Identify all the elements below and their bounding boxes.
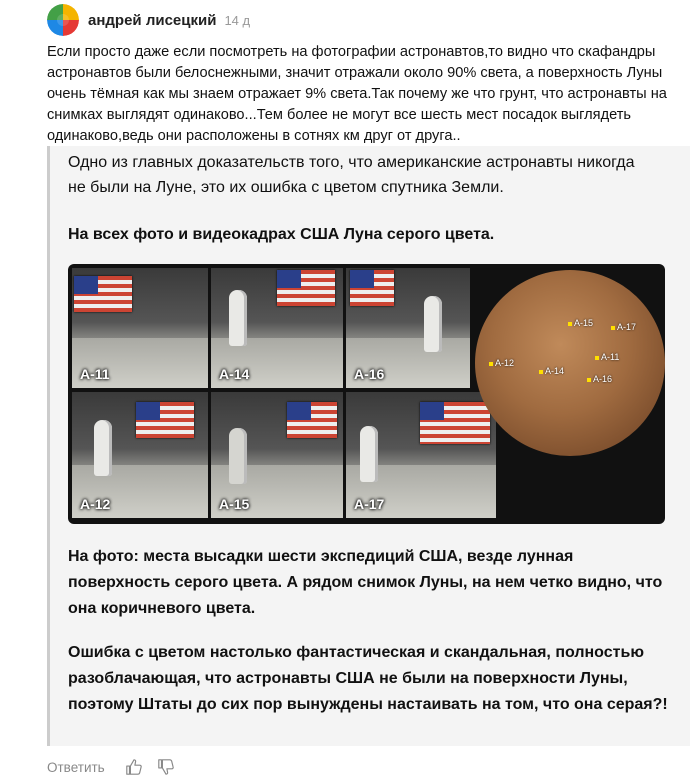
moon-site-label: A-14 <box>545 366 565 376</box>
moon-site-label: A-11 <box>601 352 620 362</box>
photo-a15 <box>211 392 343 518</box>
quote-paragraph-4: Ошибка с цветом настолько фантастическая и скандальная, полностью разоблачающая, что астронавты США не были на поверхности Луны, поэтому Штаты до сих пор вынуждены настаивать на том, что она серая?! <box>68 644 668 713</box>
comment-time: 14 д <box>224 12 251 28</box>
thumbs-up-icon[interactable] <box>125 758 143 776</box>
avatar[interactable] <box>47 4 79 36</box>
moon-site-label: A-17 <box>617 322 637 332</box>
quote-paragraph-3: На фото: места высадки шести экспедиций США, везде лунная поверхность серого цвета. А рядом снимок Луны, на нем четко видно, что она коричневого цвета. <box>68 548 663 617</box>
mission-label: A-15 <box>219 496 250 512</box>
mission-label: A-16 <box>354 366 385 382</box>
photo-a16 <box>346 268 470 388</box>
quote-paragraph-2: На всех фото и видеокадрах США Луна серого цвета. <box>68 226 495 243</box>
moon-site-label: A-12 <box>495 358 515 368</box>
photo-a17 <box>346 392 496 518</box>
quote-block <box>47 146 690 746</box>
mission-label: A-12 <box>80 496 111 512</box>
author-name[interactable]: андрей лисецкий <box>88 11 217 29</box>
quote-paragraph-1: Одно из главных доказательств того, что американские астронавты никогда не были на Луне, это их ошибка с цветом спутника Земли. <box>68 154 635 196</box>
moon-site-label: A-15 <box>574 318 594 328</box>
moon-site-label: A-16 <box>593 374 613 384</box>
comment-footer <box>47 758 189 776</box>
mission-label: A-17 <box>354 496 385 512</box>
mission-label: A-11 <box>80 366 110 382</box>
photo-a11 <box>72 268 208 388</box>
comment-text: Если просто даже если посмотреть на фотографии астронавтов,то видно что скафандры астронавтов были белоснежными, значит отражали около 90% света, а поверхность Луны очень тёмная как мы знаем отражает 9% света.Так почему же что грунт, что астронавты на снимках выглядят одинаково...Тем более не могут все шесть мест посадок выглядеть одинаково,ведь они расположены в сотнях км друг от друга.. <box>47 44 667 144</box>
reply-button[interactable]: Ответить <box>47 759 105 775</box>
comment-header <box>47 4 250 36</box>
moon-landing-collage <box>68 264 665 524</box>
photo-a12 <box>72 392 208 518</box>
mission-label: A-14 <box>219 366 250 382</box>
photo-a14 <box>211 268 343 388</box>
thumbs-down-icon[interactable] <box>157 758 175 776</box>
moon-image <box>475 270 665 456</box>
